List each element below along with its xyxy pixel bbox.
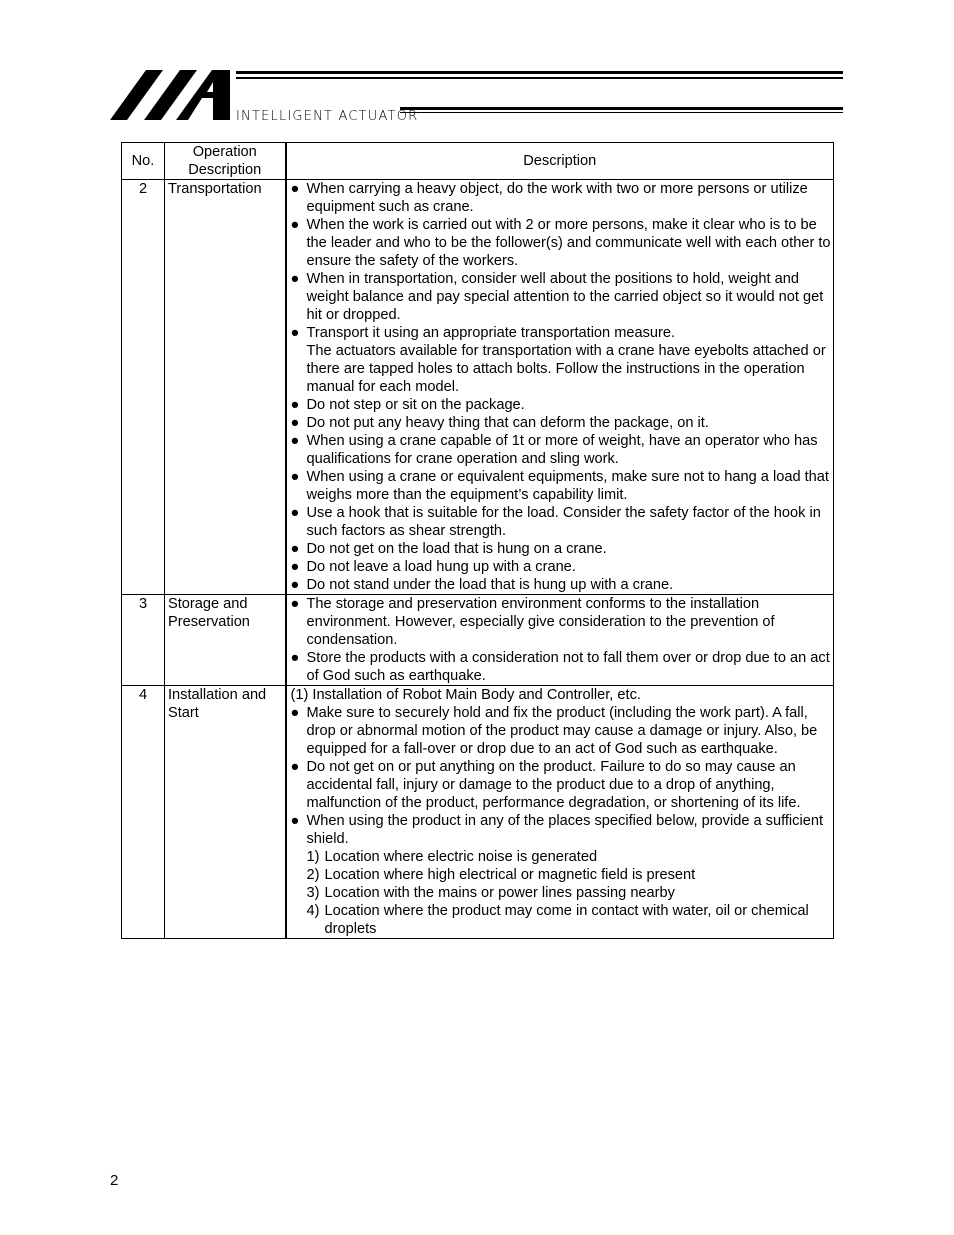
enumerated-text: Location where electric noise is generated <box>324 849 598 865</box>
bullet-icon: ● <box>290 505 300 521</box>
column-header-no: No. <box>122 143 165 180</box>
page-header <box>0 0 954 130</box>
bullet-icon: ● <box>290 596 300 612</box>
company-name: INTELLIGENT ACTUATOR <box>236 109 419 124</box>
operation-description: Installation and Start <box>165 686 286 939</box>
list-item-text: When using a crane capable of 1t or more of weight, have an operator who has qualifications for crane operation and sling work. <box>306 433 818 467</box>
bullet-icon: ● <box>290 813 300 829</box>
list-item <box>291 270 832 324</box>
description-cell <box>286 595 834 686</box>
section-heading: (1) Installation of Robot Main Body and Controller, etc. <box>290 687 641 703</box>
list-item <box>291 414 832 432</box>
header-rule-bottom-1 <box>400 107 843 110</box>
enumerated-location <box>307 866 832 884</box>
bullet-icon: ● <box>290 650 300 666</box>
table-row <box>122 595 834 686</box>
list-item-text: The actuators available for transportation with a crane have eyebolts attached or there are tapped holes to attach bolts. Follow the instructions in the operation manual for each model. <box>306 343 826 395</box>
list-item <box>291 504 832 540</box>
enumerated-location <box>307 902 832 938</box>
enumerated-text: Location where high electrical or magnetic field is present <box>324 867 696 883</box>
list-item-text: Do not get on the load that is hung on a crane. <box>306 541 607 557</box>
list-item <box>291 704 832 758</box>
header-rule-top-2 <box>236 77 843 79</box>
enumerated-text: Location with the mains or power lines passing nearby <box>324 885 675 901</box>
row-number: 2 <box>122 180 165 595</box>
bullet-icon: ● <box>290 541 300 557</box>
bullet-list <box>291 180 832 594</box>
list-item <box>291 576 832 594</box>
safety-table <box>121 142 834 939</box>
bullet-icon: ● <box>290 705 300 721</box>
table-row <box>122 686 834 939</box>
list-item-text: Do not get on or put anything on the product. Failure to do so may cause an accidental fall, injury or damage to the product due to a drop of anything, malfunction of the product, performance degradation, or shortening of its life. <box>306 759 801 811</box>
bullet-icon: ● <box>290 759 300 775</box>
list-item <box>291 216 832 270</box>
bullet-icon: ● <box>290 415 300 431</box>
list-item <box>291 758 832 812</box>
operation-description: Storage and Preservation <box>165 595 286 686</box>
list-item-text: When the work is carried out with 2 or more persons, make it clear who is to be the leader and who to be the follower(s) and communicate well with each other to ensure the safety of the workers. <box>306 217 831 269</box>
list-item-text: Do not leave a load hung up with a crane. <box>306 559 576 575</box>
bullet-icon: ● <box>290 559 300 575</box>
list-item <box>291 468 832 504</box>
column-header-description: Description <box>286 143 834 180</box>
list-item-text: Transport it using an appropriate transportation measure. <box>306 325 676 341</box>
description-cell <box>286 180 834 595</box>
bullet-icon: ● <box>290 217 300 233</box>
bullet-icon: ● <box>290 325 300 341</box>
list-item <box>291 812 832 938</box>
bullet-icon: ● <box>290 577 300 593</box>
list-item <box>291 324 832 396</box>
enumerated-text: Location where the product may come in contact with water, oil or chemical droplets <box>324 903 809 937</box>
list-item <box>291 540 832 558</box>
enumerated-location <box>307 848 832 866</box>
list-item <box>291 180 832 216</box>
enumerated-number: 1) <box>306 849 320 865</box>
list-item-text: When using the product in any of the places specified below, provide a sufficient shield. <box>306 813 824 847</box>
safety-table-container <box>121 142 833 939</box>
description-cell <box>286 686 834 939</box>
bullet-icon: ● <box>290 181 300 197</box>
bullet-list <box>291 704 832 938</box>
bullet-icon: ● <box>290 397 300 413</box>
list-item-text: When using a crane or equivalent equipments, make sure not to hang a load that weighs more than the equipment’s capability limit. <box>306 469 829 503</box>
header-rule-top-1 <box>236 71 843 74</box>
list-item-text: Do not put any heavy thing that can deform the package, on it. <box>306 415 709 431</box>
bullet-icon: ● <box>290 433 300 449</box>
list-item-text: Use a hook that is suitable for the load. Consider the safety factor of the hook in such factors as shear strength. <box>306 505 821 539</box>
list-item <box>291 558 832 576</box>
enumerated-number: 2) <box>306 867 320 883</box>
iai-logo-icon <box>110 68 232 122</box>
list-item <box>291 396 832 414</box>
page-number: 2 <box>110 1172 119 1189</box>
enumerated-number: 4) <box>306 903 320 919</box>
bullet-list <box>291 595 832 685</box>
enumerated-number: 3) <box>306 885 320 901</box>
list-item-text: Make sure to securely hold and fix the product (including the work part). A fall, drop or abnormal motion of the product may cause a damage or injury. Also, be equipped for a fall-over or drop due to an act of God such as earthquake. <box>306 705 818 757</box>
list-item-text: Do not stand under the load that is hung up with a crane. <box>306 577 674 593</box>
table-body <box>122 180 834 939</box>
list-item <box>291 432 832 468</box>
bullet-icon: ● <box>290 271 300 287</box>
list-item <box>291 595 832 649</box>
list-item-text: Do not step or sit on the package. <box>306 397 525 413</box>
row-number: 3 <box>122 595 165 686</box>
list-item-text: When in transportation, consider well about the positions to hold, weight and weight balance and pay special attention to the carried object so it would not get hit or dropped. <box>306 271 824 323</box>
bullet-icon: ● <box>290 469 300 485</box>
operation-description: Transportation <box>165 180 286 595</box>
table-header-row <box>122 143 834 180</box>
row-number: 4 <box>122 686 165 939</box>
list-item-text: Store the products with a consideration not to fall them over or drop due to an act of God such as earthquake. <box>306 650 830 684</box>
list-item-text: When carrying a heavy object, do the work with two or more persons or utilize equipment such as crane. <box>306 181 808 215</box>
list-item <box>291 649 832 685</box>
list-item-text: The storage and preservation environment conforms to the installation environment. However, especially give consideration to the prevention of condensation. <box>306 596 775 648</box>
column-header-operation: Operation Description <box>165 143 286 180</box>
enumerated-location <box>307 884 832 902</box>
table-row <box>122 180 834 595</box>
header-rule-bottom-2 <box>400 112 843 113</box>
